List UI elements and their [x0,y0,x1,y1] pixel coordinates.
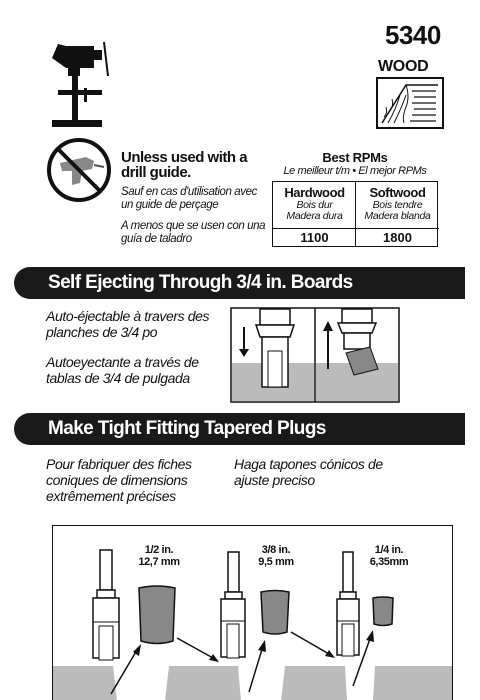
rpm-table [272,181,438,247]
drill-press-icon [44,28,124,130]
plug-size-in: 1/4 in. [374,544,404,556]
rpm-col-value: 1800 [356,228,439,246]
rpm-col-es: Madera blanda [364,210,431,222]
plug-size-label [255,544,297,568]
rpm-col-name: Hardwood [284,185,345,200]
plug-size-in: 1/2 in. [144,544,174,556]
self-ejecting-diagram [230,307,400,403]
plug-size-mm: 6,35mm [369,556,409,568]
plugs-diagram [52,525,453,700]
rpm-column-softwood [355,182,439,246]
tapered-plugs-fr: Pour fabriquer des fiches coniques de dimensions extrêmement précises [46,456,192,504]
product-number: 5340 [385,20,441,50]
section-tapered-plugs-banner: Make Tight Fitting Tapered Plugs [14,413,465,445]
material-label: WOOD [378,58,429,75]
plug-size-in: 3/8 in. [261,544,291,556]
warning-fr: Sauf en cas d'utilisation avec un guide de perçage [121,186,257,211]
warning-es: A menos que se usen con una guía de taladro [121,220,266,245]
rpm-col-value: 1100 [273,228,356,246]
wood-grain-icon [376,77,444,129]
rpm-col-fr: Bois dur [296,199,333,211]
rpm-column-hardwood [273,182,356,246]
self-ejecting-fr: Auto-éjectable à travers des planches de 3/4 po [46,308,210,340]
rpm-col-fr: Bois tendre [372,199,423,211]
rpm-col-name: Softwood [369,185,426,200]
self-ejecting-es: Autoeyectante a través de tablas de 3/4 de pulgada [46,354,199,386]
rpm-title: Best RPMs [322,150,388,165]
plug-size-mm: 12,7 mm [138,556,180,568]
plug-size-label [367,544,411,568]
warning-en: Unless used with a drill guide. [121,149,248,181]
plug-size-mm: 9,5 mm [258,556,294,568]
rpm-col-es: Madera dura [286,210,343,222]
section-self-ejecting-banner: Self Ejecting Through 3/4 in. Boards [14,267,465,299]
tapered-plugs-es: Haga tapones cónicos de ajuste preciso [234,456,383,488]
rpm-subtitle: Le meilleur t/m • El mejor RPMs [283,165,427,177]
plug-size-label [137,544,181,568]
no-handheld-drill-icon [46,137,112,203]
